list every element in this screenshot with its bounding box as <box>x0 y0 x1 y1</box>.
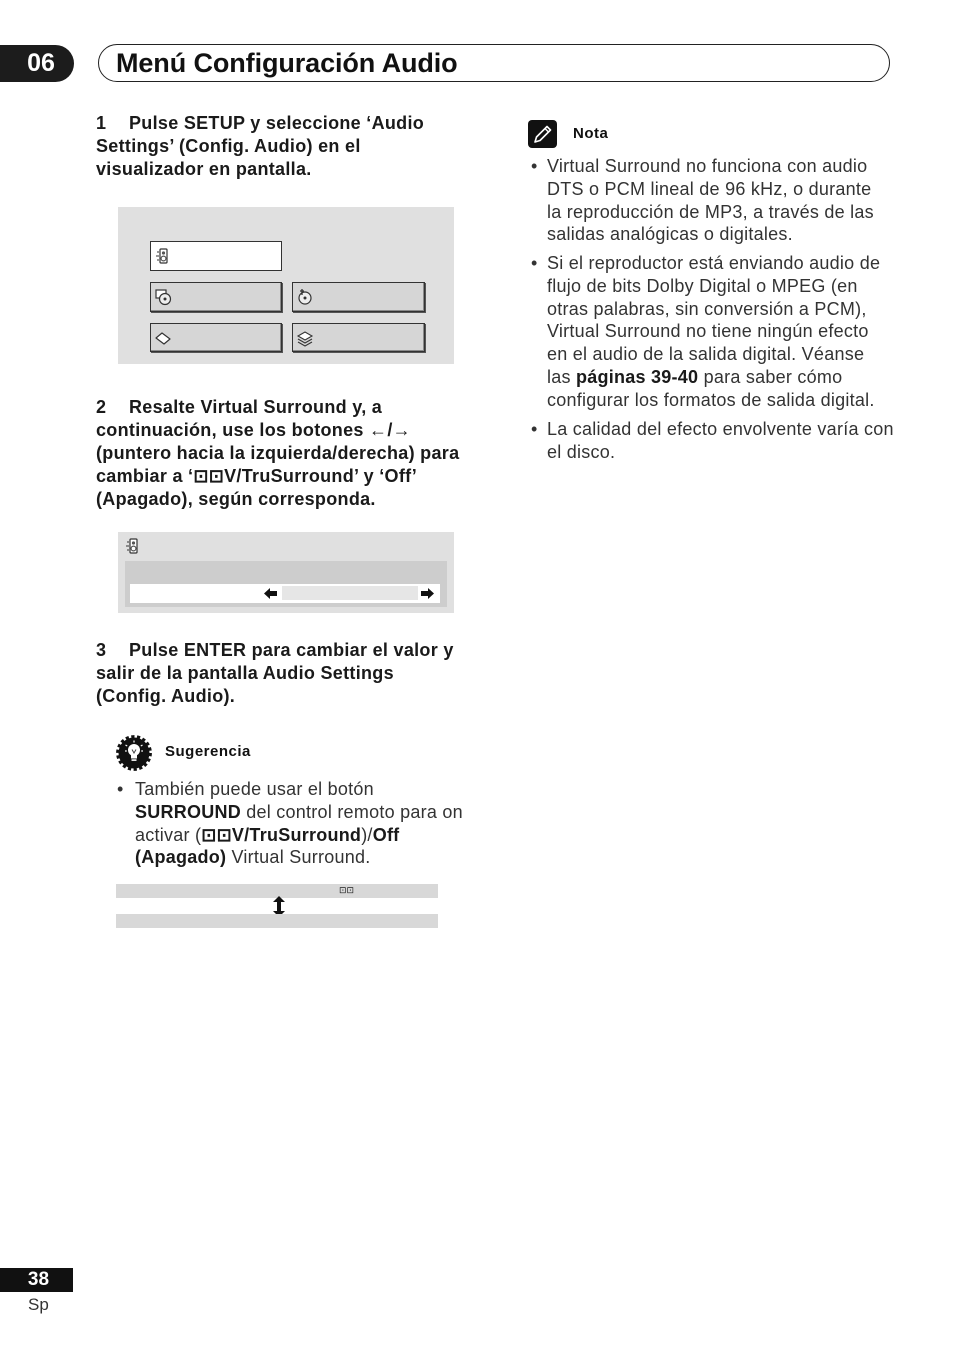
note-line: la reproducción de MP3, a través de las <box>547 201 874 222</box>
note-label: Nota <box>573 125 609 142</box>
chapter-number-tab: 06 <box>0 45 74 82</box>
note-bullet-item <box>531 252 881 412</box>
step-line: continuación, use los botones ←/→ <box>96 420 411 440</box>
step-3-instruction <box>96 639 454 708</box>
page-reference: páginas 39-40 <box>576 366 699 387</box>
step-line: Settings’ (Config. Audio) en el <box>96 136 361 156</box>
audio-settings-icon <box>124 536 142 556</box>
page-number: 38 <box>0 1268 73 1292</box>
step-line <box>96 112 424 135</box>
step-2-instruction <box>96 396 459 511</box>
general-settings-icon <box>154 328 172 348</box>
note-line: Si el reproductor está enviando audio de <box>547 253 881 273</box>
note-line: La calidad del efecto envolvente varía con <box>547 419 894 439</box>
tip-text: )/ <box>361 824 373 845</box>
bullet: • <box>531 253 538 273</box>
note-line <box>547 366 880 389</box>
step-line: (Apagado), según corresponda. <box>96 489 376 509</box>
language-settings-icon <box>296 287 314 307</box>
setup-menu-screen-illustration <box>118 207 454 364</box>
pencil-icon <box>528 120 557 148</box>
tip-line <box>135 801 463 824</box>
note-bullet-item <box>531 155 874 246</box>
tip-text: Virtual Surround. <box>226 847 371 868</box>
step-line: salir de la pantalla Audio Settings <box>96 663 394 683</box>
tip-text: del control remoto para on <box>241 801 463 822</box>
initial-settings-icon <box>296 328 314 348</box>
bold-text: (Apagado) <box>135 847 227 868</box>
setting-value-field <box>282 586 418 600</box>
note-line: configurar los formatos de salida digital. <box>547 389 875 410</box>
note-line: el disco. <box>547 441 616 462</box>
bullet: • <box>531 419 538 439</box>
step-line: visualizador en pantalla. <box>96 159 312 179</box>
note-line: flujo de bits Dolby Digital o MPEG (en <box>547 275 858 296</box>
note-line: Virtual Surround no tiene ningún efecto <box>547 321 869 342</box>
step-text: Resalte Virtual Surround y, a <box>129 397 383 417</box>
note-line: salidas analógicas o digitales. <box>547 224 793 245</box>
bold-text: ⊡⊡V/TruSurround <box>201 824 362 845</box>
video-settings-icon <box>154 287 172 307</box>
note-text: para saber cómo <box>698 366 843 387</box>
front-display-bar-off <box>116 914 438 928</box>
step-number: 3 <box>96 640 107 660</box>
step-line <box>96 396 459 419</box>
general-settings-menu-button <box>150 323 282 352</box>
lightbulb-gear-icon <box>116 735 152 771</box>
step-line: cambiar a ‘⊡⊡V/TruSurround’ y ‘Off’ <box>96 466 418 486</box>
tip-bullet-item <box>117 778 463 869</box>
tip-line <box>135 846 463 869</box>
step-number: 2 <box>96 397 107 417</box>
tip-label: Sugerencia <box>165 743 251 760</box>
note-line: otras palabras, sin conversión a PCM), <box>547 298 867 319</box>
note-line: Virtual Surround no funciona con audio <box>547 156 868 176</box>
language-settings-menu-button <box>292 282 425 312</box>
audio-settings-menu-button <box>150 241 282 271</box>
step-line <box>96 639 454 662</box>
bold-text: Off <box>372 824 400 845</box>
arrow-right-icon <box>421 587 434 600</box>
video-settings-menu-button <box>150 282 282 312</box>
bold-text: SURROUND <box>135 801 242 822</box>
virtual-surround-screen-illustration <box>118 532 454 613</box>
step-line: (puntero hacia la izquierda/derecha) para <box>96 443 460 463</box>
step-text: Pulse SETUP y seleccione ‘Audio <box>129 113 425 133</box>
note-line: DTS o PCM lineal de 96 kHz, o durante <box>547 178 872 199</box>
language-code: Sp <box>28 1295 49 1314</box>
note-text: las <box>547 366 577 387</box>
tip-line: También puede usar el botón <box>135 779 374 799</box>
page-title: Menú Configuración Audio <box>116 48 458 78</box>
audio-settings-icon <box>154 246 172 266</box>
note-bullet-item <box>531 418 894 464</box>
bullet: • <box>117 779 124 799</box>
surround-logo: ⊡⊡ <box>339 886 355 896</box>
tip-text: activar ( <box>135 824 202 845</box>
step-number: 1 <box>96 113 107 133</box>
arrow-left-icon <box>264 587 277 600</box>
step-line: (Config. Audio). <box>96 686 236 706</box>
initial-settings-menu-button <box>292 323 425 352</box>
tip-line <box>135 824 463 847</box>
note-line: en el audio de la salida digital. Véanse <box>547 344 865 365</box>
step-text: Pulse ENTER para cambiar el valor y <box>129 640 454 660</box>
step-1-instruction <box>96 112 424 181</box>
bullet: • <box>531 156 538 176</box>
